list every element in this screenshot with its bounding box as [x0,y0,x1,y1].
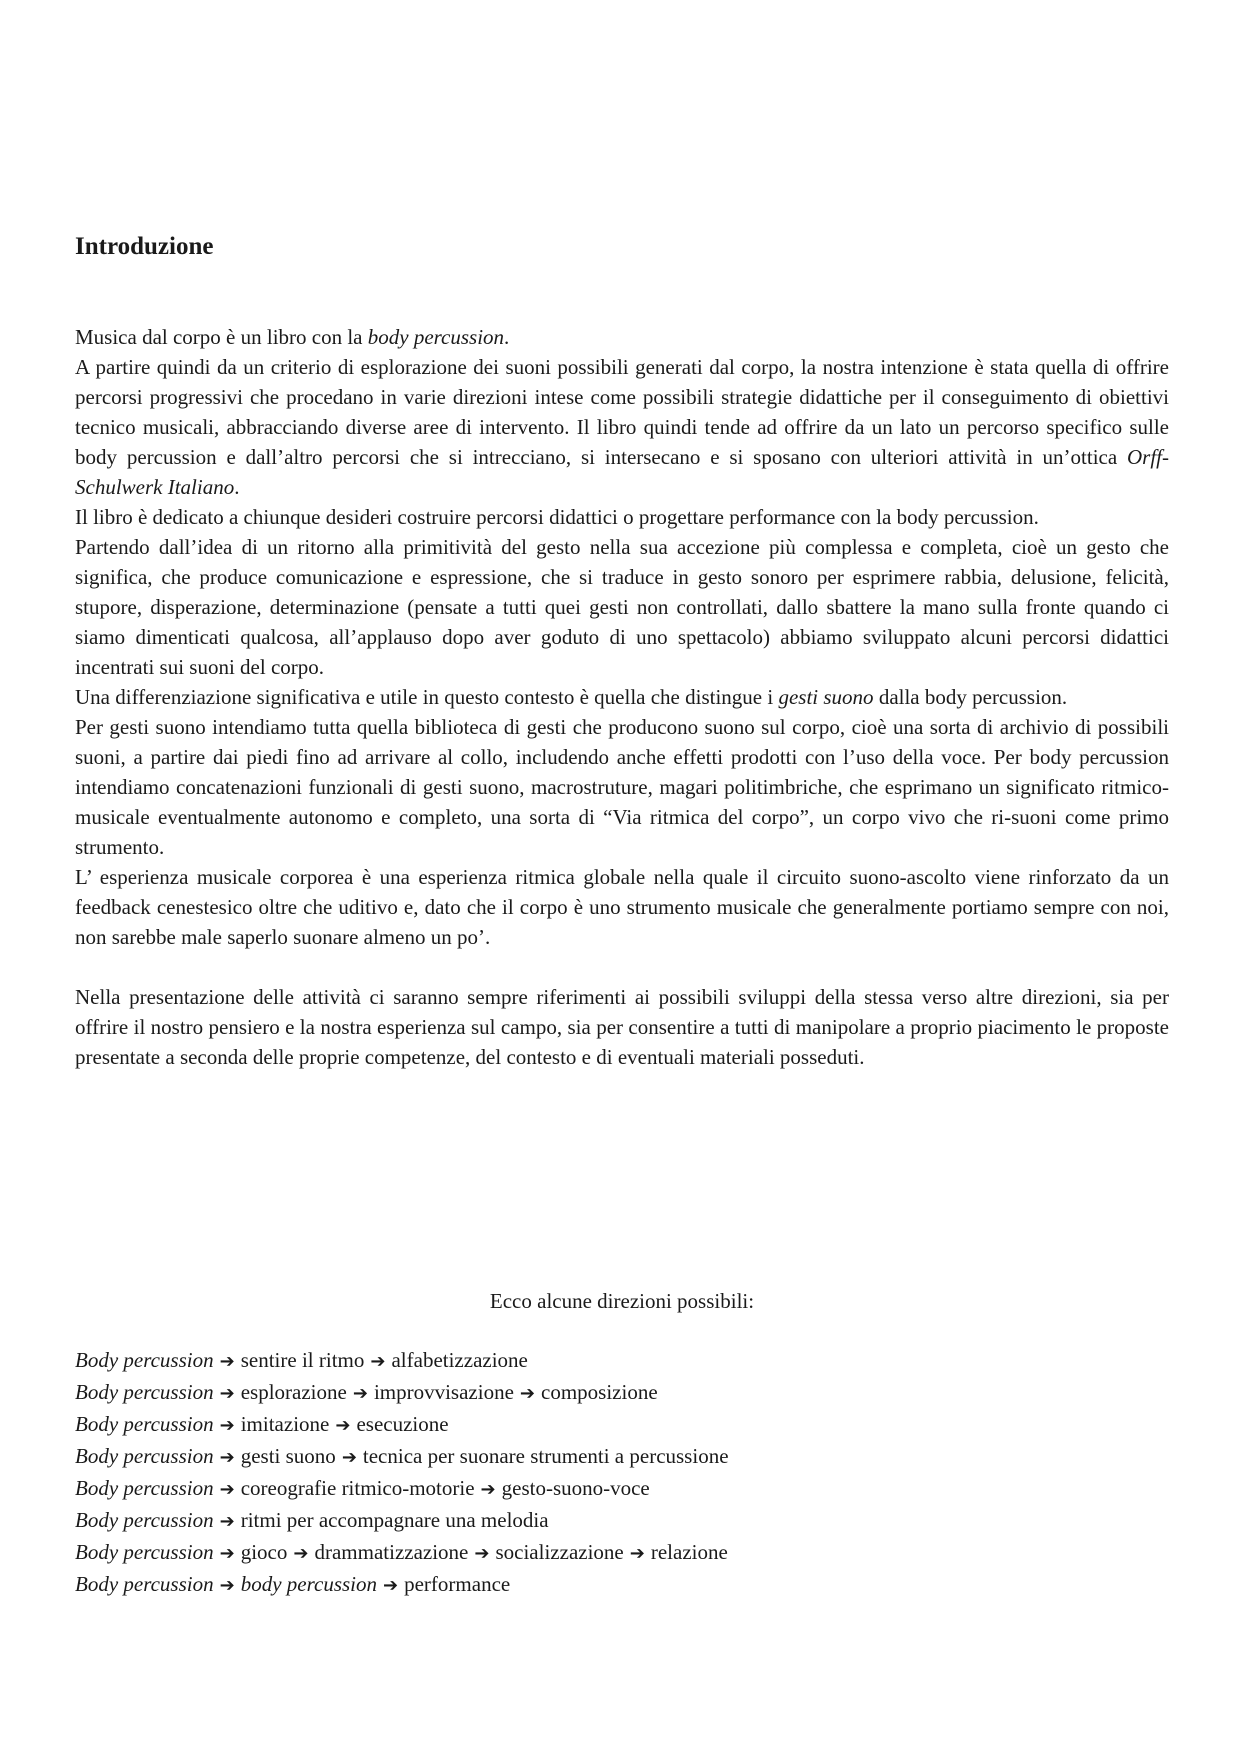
italic-text: body percussion [367,325,505,349]
arrow-right-icon: ➔ [352,1383,368,1404]
paragraph [75,352,1169,502]
paragraph [75,982,1169,1072]
direction-step: imitazione [240,1412,330,1436]
italic-text: gesti suono [778,685,874,709]
direction-step: Body percussion [75,1476,214,1500]
direction-step: Body percussion [75,1540,214,1564]
italic-text: Orff-Schulwerk Italiano [75,445,1169,499]
paragraph [75,532,1169,682]
arrow-right-icon: ➔ [474,1543,490,1564]
directions-title: Ecco alcune direzioni possibili: [489,1289,755,1313]
paragraph [75,862,1169,952]
arrow-right-icon: ➔ [335,1415,351,1436]
text-run: L’ esperienza musicale corporea è una esperienza ritmica globale nella quale il circuito suono-ascolto viene rinforzato da un feedback cenestesico oltre che uditivo e, dato che il corpo è uno strumento musicale che generalmente portiamo sempre con noi, non sarebbe male saperlo suonare almeno un po’. [75,865,1169,949]
direction-step: relazione [650,1540,728,1564]
arrow-right-icon: ➔ [480,1479,496,1500]
arrow-right-icon: ➔ [219,1415,235,1436]
direction-step: composizione [541,1380,658,1404]
direction-step: esecuzione [356,1412,449,1436]
paragraph [75,712,1169,862]
text-run: Partendo dall’idea di un ritorno alla primitività del gesto nella sua accezione più complessa e completa, cioè un gesto che significa, che produce comunicazione e espressione, che si traduce in gesto sonoro per esprimere rabbia, delusione, felicità, stupore, disperazione, determinazione (pensate a tutti quei gesti non controllati, dallo sbattere la mano sulla fronte quando ci siamo dimenticati qualcosa, all’applauso dopo aver goduto di uno spettacolo) abbiamo sviluppato alcuni percorsi didattici incentrati sui suoni del corpo. [75,535,1169,679]
text-run: Una differenziazione significativa e utile in questo contesto è quella che distingue i [75,685,779,709]
text-run: Musica dal corpo è un libro con la [75,325,368,349]
text-run: Il libro è dedicato a chiunque desideri costruire percorsi didattici o progettare performance con la body percussion. [75,505,1039,529]
arrow-right-icon: ➔ [219,1479,235,1500]
introduction-body [75,322,1169,1072]
direction-step: gioco [240,1540,288,1564]
arrow-right-icon: ➔ [219,1383,235,1404]
arrow-right-icon: ➔ [293,1543,309,1564]
direction-step: Body percussion [75,1348,214,1372]
direction-item [75,1409,1169,1441]
arrow-right-icon: ➔ [629,1543,645,1564]
text-run: . [234,475,240,499]
direction-step: body percussion [240,1572,378,1596]
direction-step: gesto-suono-voce [501,1476,650,1500]
direction-step: Body percussion [75,1412,214,1436]
direction-step: gesti suono [240,1444,336,1468]
arrow-right-icon: ➔ [219,1447,235,1468]
direction-item [75,1537,1169,1569]
arrow-right-icon: ➔ [219,1351,235,1372]
direction-step: sentire il ritmo [240,1348,365,1372]
arrow-right-icon: ➔ [370,1351,386,1372]
text-run: Per gesti suono intendiamo tutta quella biblioteca di gesti che producono suono sul corpo, cioè una sorta di archivio di possibili suoni, a partire dai piedi fino ad arrivare al collo, includendo anche effetti prodotti con l’uso della voce. Per body percussion intendiamo concatenazioni funzionali di gesti suono, macrostruture, magari politimbriche, che esprimano un significato ritmico-musicale eventualmente autonomo e completo, una sorta di “Via ritmica del corpo”, un corpo vivo che ri-suoni come primo strumento. [75,715,1169,859]
direction-step: coreografie ritmico-motorie [240,1476,475,1500]
arrow-right-icon: ➔ [519,1383,535,1404]
direction-item [75,1505,1169,1537]
directions-list [75,1345,1169,1601]
direction-step: Body percussion [75,1572,214,1596]
direction-step: Body percussion [75,1444,214,1468]
direction-step: tecnica per suonare strumenti a percussione [362,1444,729,1468]
direction-step: ritmi per accompagnare una melodia [240,1508,549,1532]
direction-item [75,1441,1169,1473]
direction-step: Body percussion [75,1508,214,1532]
text-run: dalla body percussion. [873,685,1068,709]
direction-step: Body percussion [75,1380,214,1404]
direction-item [75,1569,1169,1601]
direction-item [75,1473,1169,1505]
direction-step: esplorazione [240,1380,347,1404]
direction-item [75,1345,1169,1377]
text-run: Nella presentazione delle attività ci saranno sempre riferimenti ai possibili sviluppi della stessa verso altre direzioni, sia per offrire il nostro pensiero e la nostra esperienza sul campo, sia per consentire a tutti di manipolare a proprio piacimento le proposte presentate a seconda delle proprie competenze, del contesto e di eventuali materiali posseduti. [75,985,1169,1069]
direction-step: socializzazione [495,1540,624,1564]
arrow-right-icon: ➔ [219,1575,235,1596]
arrow-right-icon: ➔ [219,1543,235,1564]
paragraph [75,322,1169,352]
arrow-right-icon: ➔ [341,1447,357,1468]
page-title: Introduzione [75,233,214,260]
direction-step: drammatizzazione [314,1540,469,1564]
direction-step: improvvisazione [373,1380,514,1404]
arrow-right-icon: ➔ [219,1511,235,1532]
text-run: A partire quindi da un criterio di esplorazione dei suoni possibili generati dal corpo, la nostra intenzione è stata quella di offrire percorsi progressivi che procedano in varie direzioni intese come possibili strategie didattiche per il conseguimento di obiettivi tecnico musicali, abbracciando diverse aree di intervento. Il libro quindi tende ad offrire da un lato un percorso specifico sulle body percussion e dall’altro percorsi che si intrecciano, si intersecano e si sposano con ulteriori attività in un’ottica [75,355,1169,469]
paragraph [75,682,1169,712]
arrow-right-icon: ➔ [383,1575,399,1596]
direction-step: performance [404,1572,511,1596]
text-run: . [504,325,510,349]
direction-step: alfabetizzazione [391,1348,528,1372]
paragraph [75,502,1169,532]
direction-item [75,1377,1169,1409]
